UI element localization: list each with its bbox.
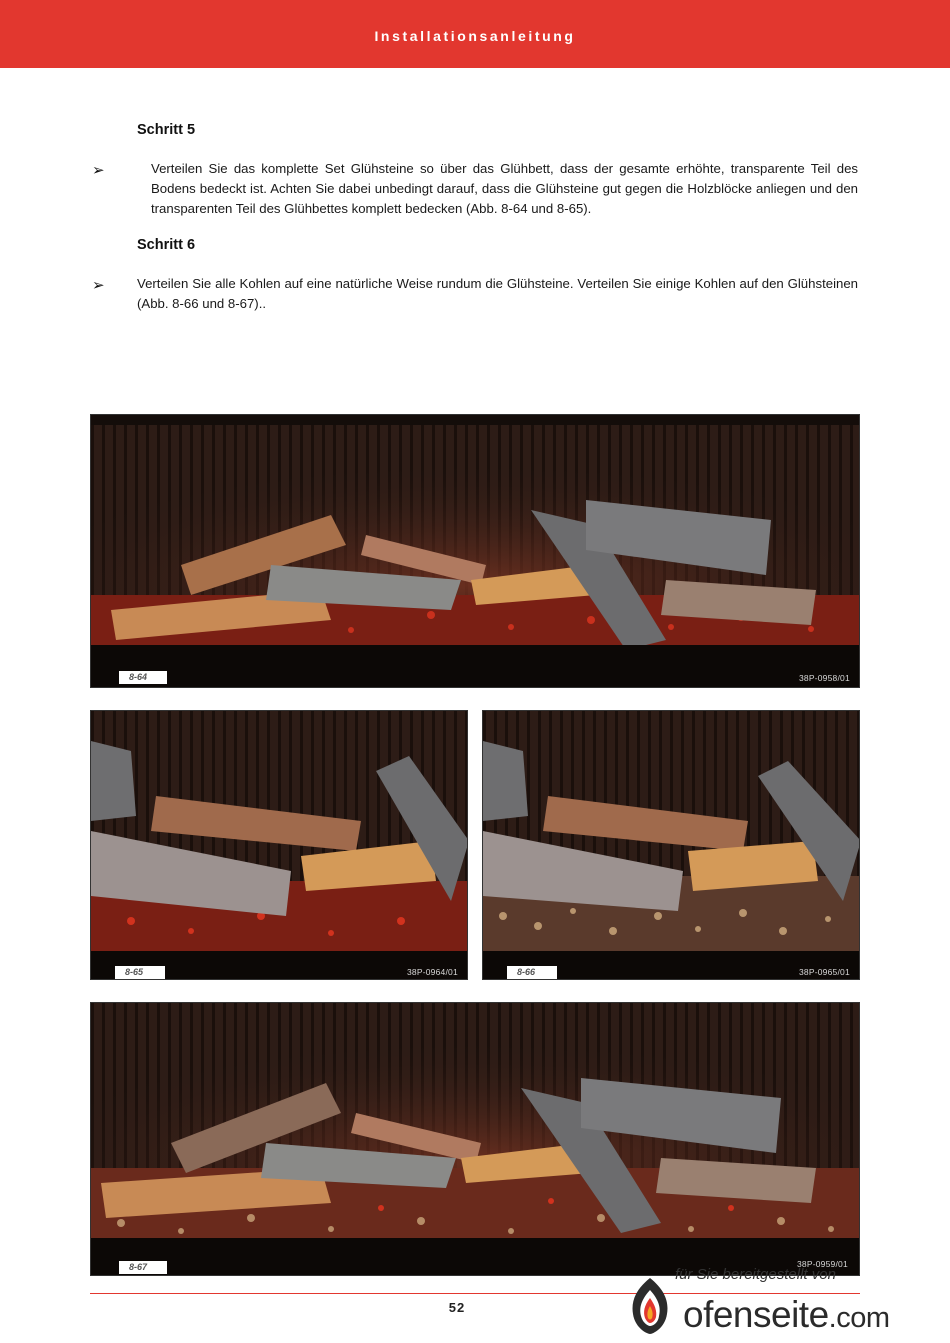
logo-name: ofenseite xyxy=(683,1294,829,1335)
page-number: 52 xyxy=(448,1300,466,1315)
bullet-arrow-icon: ➢ xyxy=(92,277,105,294)
header-title: Installationsanleitung xyxy=(374,28,576,44)
figure-code: 38P-0959/01 xyxy=(797,1259,848,1269)
fireplace-logs-image xyxy=(91,711,468,980)
figure-8-65-photo xyxy=(90,710,468,980)
figure-code: 38P-0965/01 xyxy=(799,967,850,977)
ofenseite-logo xyxy=(683,1294,890,1336)
figure-8-64-photo xyxy=(90,414,860,688)
bullet-arrow-icon: ➢ xyxy=(92,162,105,179)
fireplace-logs-image xyxy=(91,415,860,688)
figure-code: 38P-0964/01 xyxy=(407,967,458,977)
credit-text: für Sie bereitgestellt von xyxy=(675,1266,836,1283)
flame-logo-icon xyxy=(625,1276,675,1339)
figure-code: 38P-0958/01 xyxy=(799,673,850,683)
step-5-text: Verteilen Sie das komplette Set Glühsteine so über das Glühbett, dass der gesamte erhöhte, transparente Teil des Bodens bedeckt ist. Achten Sie dabei unbedingt darauf, dass die Glühsteine gut gegen die Holzblöcke anliegen und den transparenten Teil des Glühbettes komplett bedecken (Abb. 8-64 und 8-65). xyxy=(151,161,858,216)
figure-label: 8-64 xyxy=(119,671,167,684)
step-6-text: Verteilen Sie alle Kohlen auf eine natürliche Weise rundum die Glühsteine. Verteilen Sie einige Kohlen auf den Glühsteinen (Abb. 8-66 und 8-67).. xyxy=(137,276,858,311)
figure-8-66-photo xyxy=(482,710,860,980)
figure-label: 8-65 xyxy=(115,966,165,979)
page-header xyxy=(0,0,950,68)
logo-domain: .com xyxy=(828,1302,890,1334)
fireplace-logs-image xyxy=(91,1003,860,1276)
step-6-title: Schritt 6 xyxy=(137,237,196,253)
figure-label: 8-67 xyxy=(119,1261,167,1274)
figure-label: 8-66 xyxy=(507,966,557,979)
step-5-title: Schritt 5 xyxy=(137,122,196,138)
fireplace-logs-image xyxy=(483,711,860,980)
figure-8-67-photo xyxy=(90,1002,860,1276)
